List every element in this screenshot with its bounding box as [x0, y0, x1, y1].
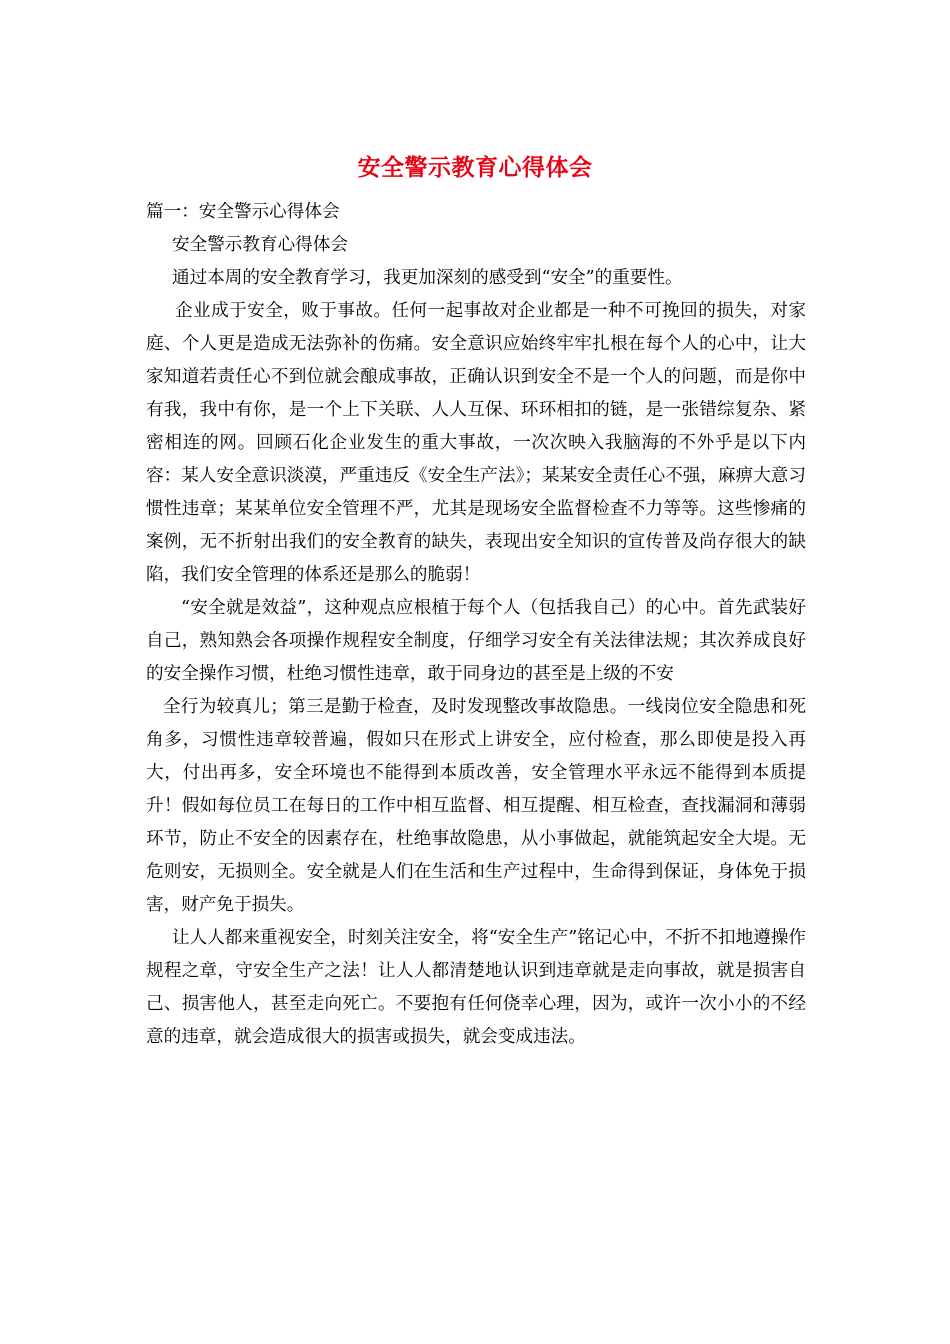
section-heading: 篇一：安全警示心得体会	[146, 202, 340, 222]
document-body	[146, 196, 806, 1054]
document-title: 安全警示教育心得体会	[357, 154, 593, 181]
paragraph-body: 全行为较真儿；第三是勤于检查，及时发现整改事故隐患。一线岗位安全隐患和死角多，习惯性违章较普遍，假如只在形式上讲安全，应付检查，那么即使是投入再大，付出再多，安全环境也不能得到本质改善，安全管理水平永远不能得到本质提升！假如每位员工在每日的工作中相互监督、相互提醒、相互检查，查找漏洞和薄弱环节，防止不安全的因素存在，杜绝事故隐患，从小事做起，就能筑起安全大堤。无危则安，无损则全。安全就是人们在生活和生产过程中，生命得到保证，身体免于损害，财产免于损失。	[146, 697, 806, 915]
paragraph-body: “安全就是效益”，这种观点应根植于每个人（包括我自己）的心中。首先武装好自己，熟知熟会各项操作规程安全制度，仔细学习安全有关法律法规；其次养成良好的安全操作习惯，杜绝习惯性违章，敢于同身边的甚至是上级的不安	[146, 598, 806, 684]
article-subtitle: 安全警示教育心得体会	[172, 235, 348, 255]
paragraph-body: 让人人都来重视安全，时刻关注安全，将“安全生产”铭记心中，不折不扣地遵操作规程之章，守安全生产之法！让人人都清楚地认识到违章就是走向事故，就是损害自己、损害他人，甚至走向死亡。不要抱有任何侥幸心理，因为，或许一次小小的不经意的违章，就会造成很大的损害或损失，就会变成违法。	[146, 928, 806, 1047]
paragraph-intro: 通过本周的安全教育学习，我更加深刻的感受到“安全”的重要性。	[172, 268, 683, 288]
paragraph-body: 企业成于安全，败于事故。任何一起事故对企业都是一种不可挽回的损失，对家庭、个人更是造成无法弥补的伤痛。安全意识应始终牢牢扎根在每个人的心中，让大家知道若责任心不到位就会酿成事故，正确认识到安全不是一个人的问题，而是你中有我，我中有你，是一个上下关联、人人互保、环环相扣的链，是一张错综复杂、紧密相连的网。回顾石化企业发生的重大事故，一次次映入我脑海的不外乎是以下内容：某人安全意识淡漠，严重违反《安全生产法》；某某安全责任心不强，麻痹大意习惯性违章；某某单位安全管理不严，尤其是现场安全监督检查不力等等。这些惨痛的案例，无不折射出我们的安全教育的缺失，表现出安全知识的宣传普及尚存很大的缺陷，我们安全管理的体系还是那么的脆弱！	[146, 301, 806, 585]
